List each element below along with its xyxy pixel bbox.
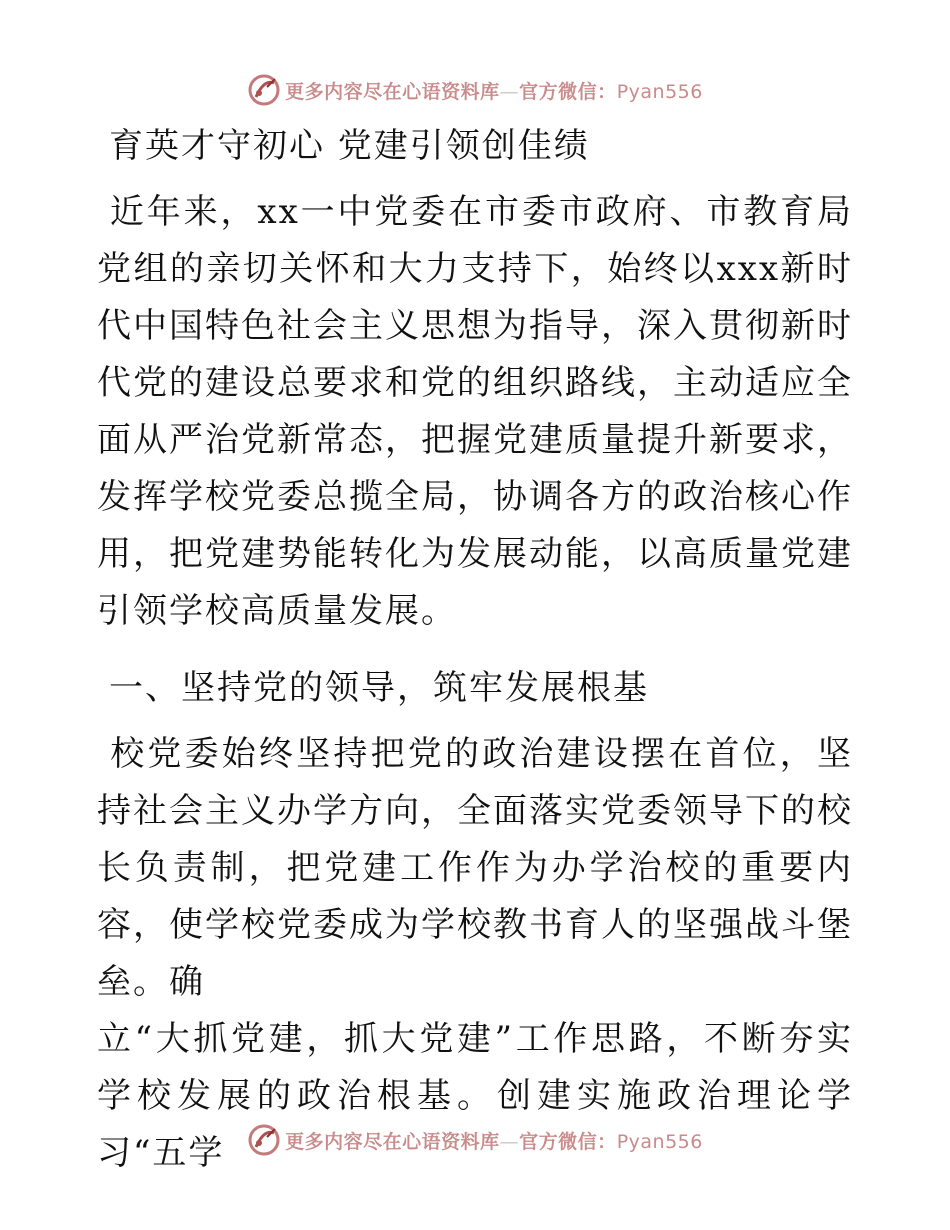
watermark-main: 更多内容尽在心语资料库	[285, 1130, 500, 1153]
document-title: 育英才守初心 党建引领创佳绩	[109, 126, 590, 166]
watermark-text	[285, 1127, 703, 1154]
paragraph-section-1b: 立“大抓党建，抓大党建”工作思路，不断夯实学校发展的政治根基。创建实施政治理论学习“五学	[97, 1019, 853, 1173]
watermark-sub: 官方微信：	[519, 1130, 617, 1153]
watermark-separator: —	[499, 80, 520, 103]
paragraph-intro-text: 近年来，xx一中党委在市委市政府、市教育局党组的亲切关怀和大力支持下，始终以xxx新时代中国特色社会主义思想为指导，深入贯彻新时代党的建设总要求和党的组织路线，主动适应全面从严治党新常态，把握党建质量提升新要求，发挥学校党委总揽全局，协调各方的政治核心作用，把党建势能转化为发展动能，以高质量党建引领学校高质量发展。	[97, 192, 853, 631]
watermark-main: 更多内容尽在心语资料库	[285, 80, 500, 103]
paragraph-intro	[97, 184, 853, 640]
watermark-id: Pyan556	[616, 80, 703, 103]
document-body	[97, 120, 853, 1182]
watermark-sub: 官方微信：	[519, 80, 617, 103]
logo-icon	[247, 1123, 281, 1157]
paragraph-section-1a	[97, 726, 853, 1011]
watermark-id: Pyan556	[616, 1130, 703, 1153]
watermark-banner-bottom	[0, 1120, 950, 1160]
watermark-banner-top	[0, 70, 950, 110]
watermark-separator: —	[499, 1130, 520, 1153]
paragraph-section-1a-text: 校党委始终坚持把党的政治建设摆在首位，坚持社会主义办学方向，全面落实党委领导下的校长负责制，把党建工作作为办学治校的重要内容，使学校党委成为学校教书育人的坚强战斗堡垒。确	[97, 734, 853, 1002]
logo-icon	[247, 73, 281, 107]
section-heading-1: 一、坚持党的领导，筑牢发展根基	[109, 668, 649, 708]
watermark-text	[285, 77, 703, 104]
